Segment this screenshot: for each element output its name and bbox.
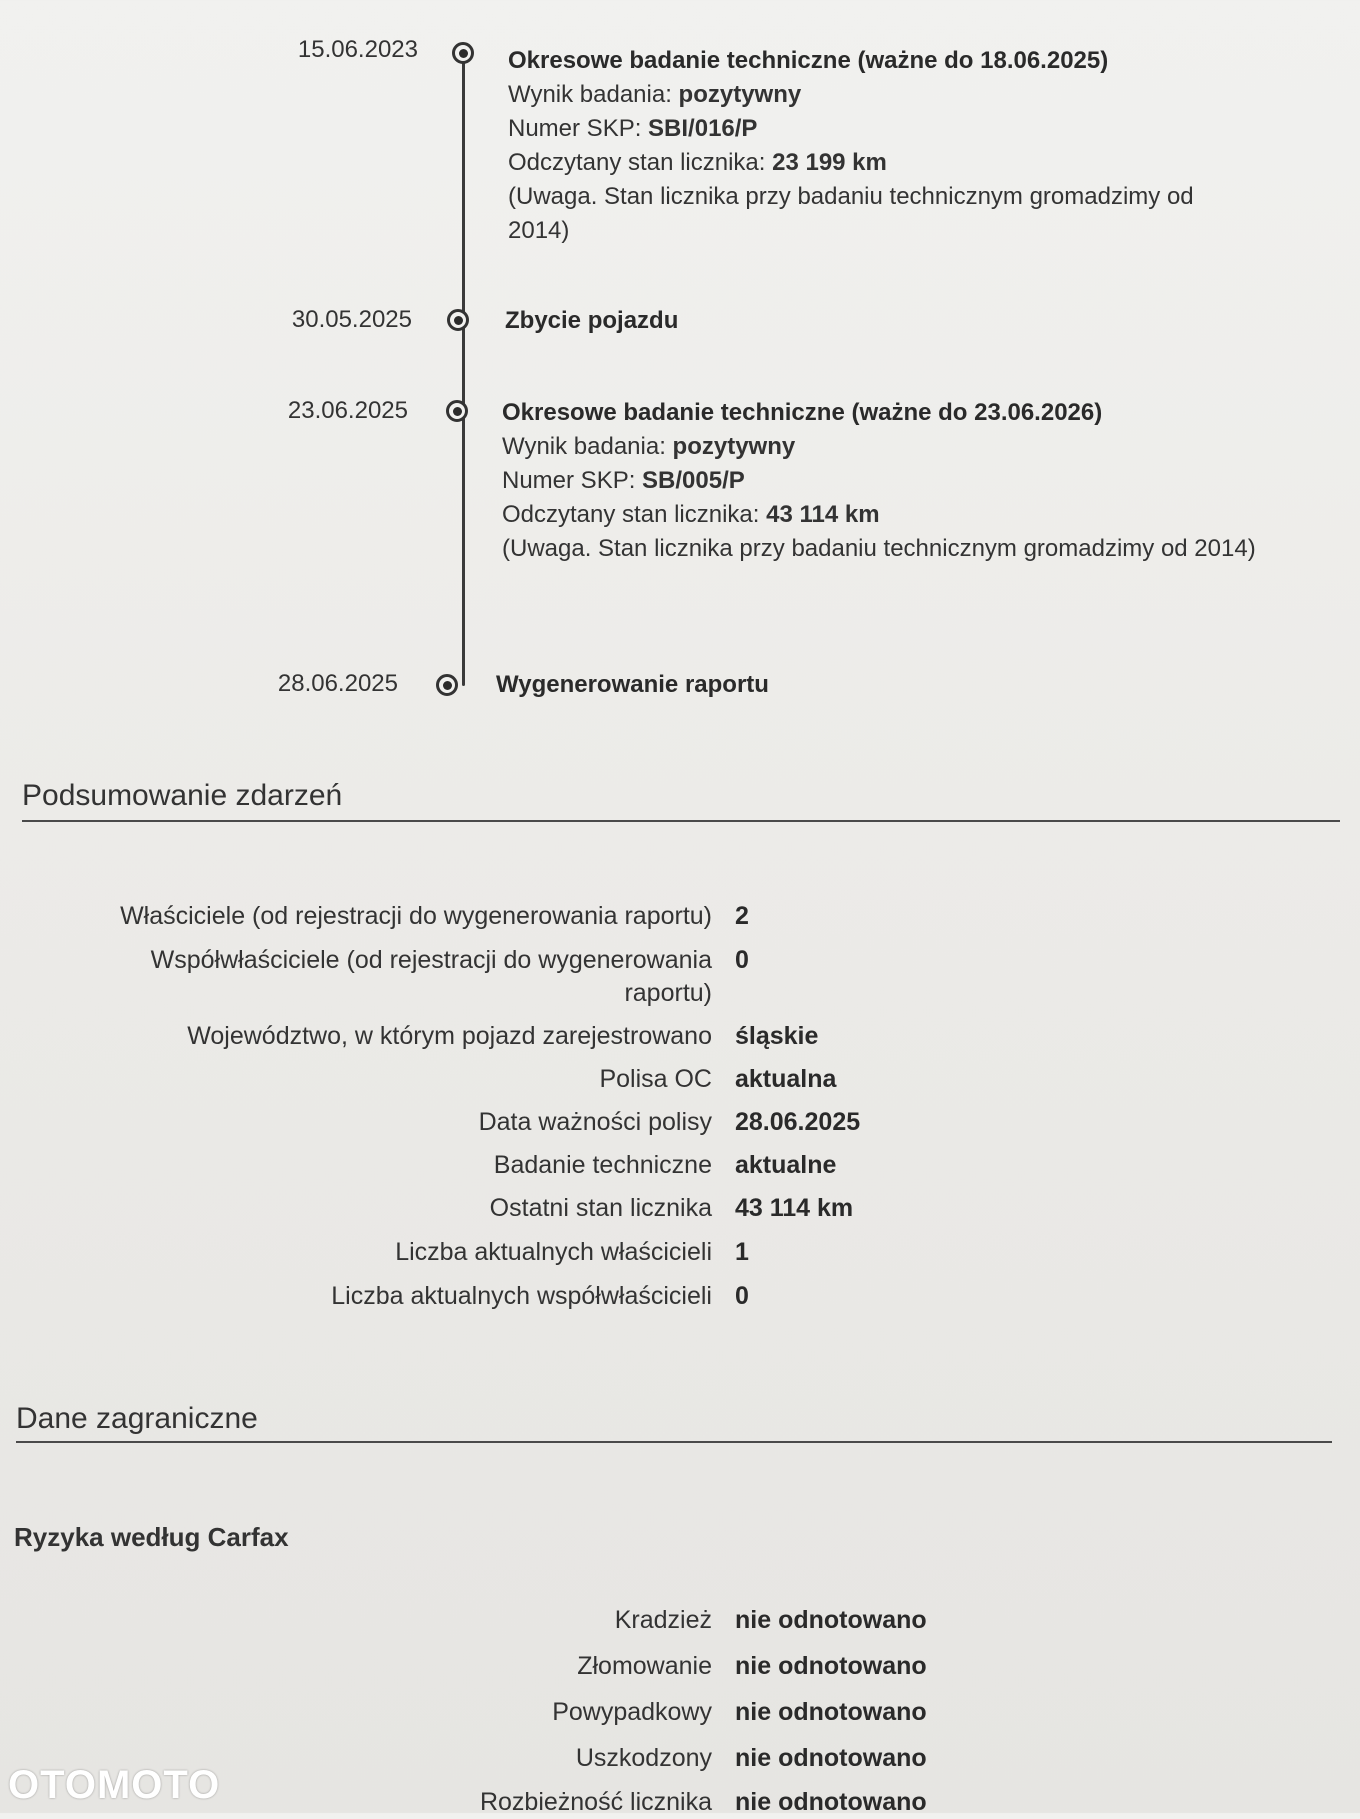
event-details xyxy=(502,396,1262,566)
summary-label: Województwo, w którym pojazd zarejestrowano xyxy=(187,1022,712,1050)
risk-label: Rozbieżność licznika xyxy=(479,1788,712,1816)
event-details xyxy=(505,304,1245,338)
timeline-dot-icon xyxy=(452,42,474,64)
summary-label: Liczba aktualnych współwłaścicieli xyxy=(331,1282,712,1310)
risk-value: nie odnotowano xyxy=(735,1744,927,1772)
summary-label: Współwłaściciele (od rejestracji do wygenerowania raportu) xyxy=(150,946,712,1007)
risk-label: Kradzież xyxy=(614,1606,712,1634)
event-details xyxy=(508,44,1248,248)
summary-value: 43 114 km xyxy=(735,1194,854,1222)
risk-value: nie odnotowano xyxy=(735,1788,927,1816)
summary-value: śląskie xyxy=(735,1022,819,1050)
summary-value: aktualna xyxy=(735,1065,837,1093)
summary-value: 1 xyxy=(735,1238,749,1266)
foreign-divider xyxy=(16,1441,1332,1443)
event-note: (Uwaga. Stan licznika przy badaniu technicznym gromadzimy od 2014) xyxy=(502,535,1256,562)
risk-label: Uszkodzony xyxy=(575,1744,712,1772)
foreign-section-title: Dane zagraniczne xyxy=(16,1402,258,1435)
event-note: (Uwaga. Stan licznika przy badaniu technicznym gromadzimy od 2014) xyxy=(508,183,1194,244)
event-skp: Numer SKP: SB/005/P xyxy=(502,467,745,494)
summary-value: 0 xyxy=(735,946,749,974)
event-odometer: Odczytany stan licznika: 43 114 km xyxy=(502,501,880,528)
timeline-dot-icon xyxy=(446,400,468,422)
summary-value: 28.06.2025 xyxy=(735,1108,861,1136)
summary-label: Ostatni stan licznika xyxy=(489,1194,712,1222)
event-date: 28.06.2025 xyxy=(277,670,398,697)
event-odometer: Odczytany stan licznika: 23 199 km xyxy=(508,149,887,176)
timeline-line xyxy=(462,50,465,686)
event-result: Wynik badania: pozytywny xyxy=(508,81,802,108)
event-title: Okresowe badanie techniczne (ważne do 18.06.2025) xyxy=(508,47,1109,74)
carfax-risks-heading: Ryzyka według Carfax xyxy=(14,1522,289,1552)
summary-value: 2 xyxy=(735,902,749,930)
event-skp: Numer SKP: SBI/016/P xyxy=(508,115,758,142)
timeline-dot-icon xyxy=(436,674,458,696)
summary-label: Liczba aktualnych właścicieli xyxy=(395,1238,712,1266)
risk-label: Złomowanie xyxy=(577,1652,712,1680)
event-date: 15.06.2023 xyxy=(297,36,418,63)
event-title: Wygenerowanie raportu xyxy=(496,671,769,698)
event-timeline xyxy=(0,0,1360,720)
event-date: 23.06.2025 xyxy=(287,397,408,424)
risk-value: nie odnotowano xyxy=(735,1652,927,1680)
timeline-dot-icon xyxy=(447,309,469,331)
summary-section-title: Podsumowanie zdarzeń xyxy=(22,779,343,812)
summary-value: 0 xyxy=(735,1282,749,1310)
summary-divider xyxy=(22,820,1340,822)
summary-label: Polisa OC xyxy=(599,1065,712,1093)
summary-value: aktualne xyxy=(735,1151,837,1179)
event-result: Wynik badania: pozytywny xyxy=(502,433,796,460)
event-title: Zbycie pojazdu xyxy=(505,307,679,334)
otomoto-watermark: OTOMOTO xyxy=(8,1763,221,1807)
event-date: 30.05.2025 xyxy=(291,306,412,333)
risk-value: nie odnotowano xyxy=(735,1606,927,1634)
summary-label: Właściciele (od rejestracji do wygenerowania raportu) xyxy=(120,902,712,930)
risk-value: nie odnotowano xyxy=(735,1698,927,1726)
risk-label: Powypadkowy xyxy=(552,1698,712,1726)
event-title: Okresowe badanie techniczne (ważne do 23.06.2026) xyxy=(502,399,1103,426)
summary-label: Badanie techniczne xyxy=(493,1151,712,1179)
event-details xyxy=(496,668,1236,702)
summary-label: Data ważności polisy xyxy=(478,1108,712,1136)
